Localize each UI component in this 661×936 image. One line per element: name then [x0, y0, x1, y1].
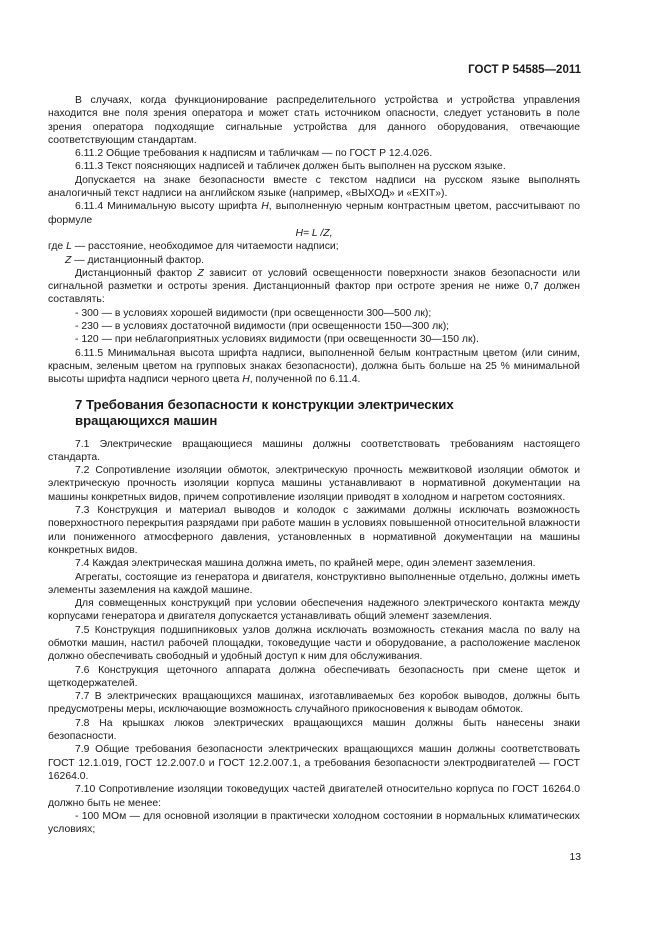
formula-legend-z: [48, 254, 580, 267]
clause-7-9: 7.9 Общие требования безопасности электрических вращающихся машин должны соответствовать ГОСТ 12.1.019, ГОСТ 12.2.007.0 и ГОСТ 12.2.007.1, а требования безопасности электродвигателей — ГОСТ 16264.0.: [48, 744, 580, 782]
variable-z: Z: [65, 254, 72, 266]
list-item: - 120 — при неблагоприятных условиях видимости (при освещенности 30—150 лк).: [75, 334, 479, 346]
clause-7-5: 7.5 Конструкция подшипниковых узлов должна исключать возможность стекания масла по валу на обмотки машин, настил рабочей площадки, токоведущие части и оборудование, а расположение масленок должно обеспечивать свободный и удобный доступ к ним для обслуживания.: [48, 624, 580, 663]
clause-7-7: 7.7 В электрических вращающихся машинах, изготавливаемых без коробок выводов, должны быть предусмотрены меры, исключающие возможность случайного прикосновения к выводам обмоток.: [48, 691, 580, 716]
clause-6-11-3: 6.11.3 Текст поясняющих надписей и табличек должен быть выполнен на русском языке.: [75, 161, 506, 173]
text-span: , полученной по 6.11.4.: [249, 374, 361, 386]
page-number: 13: [569, 852, 581, 863]
clause-6-11-5: [48, 347, 580, 387]
clause-7-10: 7.10 Сопротивление изоляции токоведущих частей двигателей относительно корпуса по ГОСТ 16264.0 должно быть не менее:: [48, 784, 580, 809]
section-heading-7: 7 Требования безопасности к конструкции электрических вращающихся машин: [75, 396, 454, 428]
clause-6-11-2: 6.11.2 Общие требования к надписям и табличкам — по ГОСТ Р 12.4.026.: [75, 148, 433, 160]
clause-7-1: 7.1 Электрические вращающиеся машины должны соответствовать требованиям настоящего стандарта.: [48, 438, 580, 463]
text-span: где: [48, 241, 67, 253]
text-span: — дистанционный фактор.: [71, 254, 204, 266]
paragraph: Допускается на знаке безопасности вместе с текстом надписи на русском языке выполнять аналогичный текст надписи на английском языке (например, «ВЫХОД» и «EXIT»).: [48, 174, 580, 200]
document-header-id: ГОСТ Р 54585—2011: [468, 64, 581, 76]
clause-7-2: 7.2 Сопротивление изоляции обмоток, электрическую прочность межвитковой изоляции обмоток и электрическую прочность изоляции корпуса машины устанавливают в нормативной документации на машины конкретных видов, причем сопротивление изоляции приводят в холодном и нагретом состояниях.: [48, 465, 580, 503]
clause-7-3: 7.3 Конструкция и материал выводов и колодок с зажимами должны исключать возможность поверхностного перекрытия разрядами при работе машин в условиях повышенной относительной влажности или пониженного атмосферного давления, установленных в нормативной документации на машины конкретных видов.: [48, 505, 580, 556]
variable-h: H: [261, 201, 269, 213]
text-span: , выполненную черным контрастным цветом, рассчитывают по формуле: [48, 201, 581, 226]
text-span: — расстояние, необходимое для читаемости надписи;: [71, 241, 339, 253]
text-span: Дистанционный фактор: [75, 267, 198, 279]
variable-h: H: [242, 374, 250, 386]
list-item: - 300 — в условиях хорошей видимости (при освещенности 300—500 лк);: [75, 307, 432, 319]
document-body: [48, 94, 580, 836]
variable-z: Z: [197, 267, 204, 279]
text-span: 6.11.5 Минимальная высота шрифта надписи, выполненной белым контрастным цветом (или синим, красным, зеленым цветом на групповых знаках безопасности), должна быть больше на 25 % минимальной высоты шрифта надписи черного цвета: [48, 347, 580, 386]
clause-7-4: 7.4 Каждая электрическая машина должна иметь, по крайней мере, один элемент заземления.: [75, 558, 536, 570]
paragraph: Для совмещенных конструкций при условии обеспечения надежного электрического контакта между корпусами генератора и двигателя допускается устанавливать общий элемент заземления.: [48, 598, 580, 623]
list-item: - 100 МОм — для основной изоляции в практически холодном состоянии в нормальных климатических условиях;: [48, 810, 580, 836]
text-span: 6.11.4 Минимальную высоту шрифта: [75, 201, 262, 213]
paragraph: Агрегаты, состоящие из генератора и двигателя, конструктивно выполненные отдельно, должны иметь элементы заземления на каждой машине.: [48, 571, 580, 596]
paragraph: В случаях, когда функционирование распределительного устройства и устройства управления находится вне поля зрения оператора и может стать источником опасности, следует установить в поле зрения оператора подходящие сигнальные устройства для данного оборудования, отвечающие соответствующим стандартам.: [48, 95, 580, 146]
text-span: зависит от условий освещенности поверхности знаков безопасности или сигнальной разметки и остроты зрения. Дистанционный фактор при остроте зрения не ниже 0,7 должен составлять:: [48, 267, 580, 306]
clause-7-8: 7.8 На крышках люков электрических вращающихся машин должны быть нанесены знаки безопасности.: [48, 717, 580, 743]
formula: H= L /Z,: [295, 227, 333, 239]
list-item: - 230 — в условиях достаточной видимости (при освещенности 150—300 лк);: [75, 321, 450, 333]
clause-6-11-4: [48, 200, 580, 227]
clause-7-6: 7.6 Конструкция щеточного аппарата должна обеспечивать безопасность при смене щеток и щеткодержателей.: [48, 664, 580, 689]
formula-legend-l: [48, 240, 580, 253]
paragraph: [48, 267, 580, 307]
variable-l: L: [66, 241, 72, 253]
